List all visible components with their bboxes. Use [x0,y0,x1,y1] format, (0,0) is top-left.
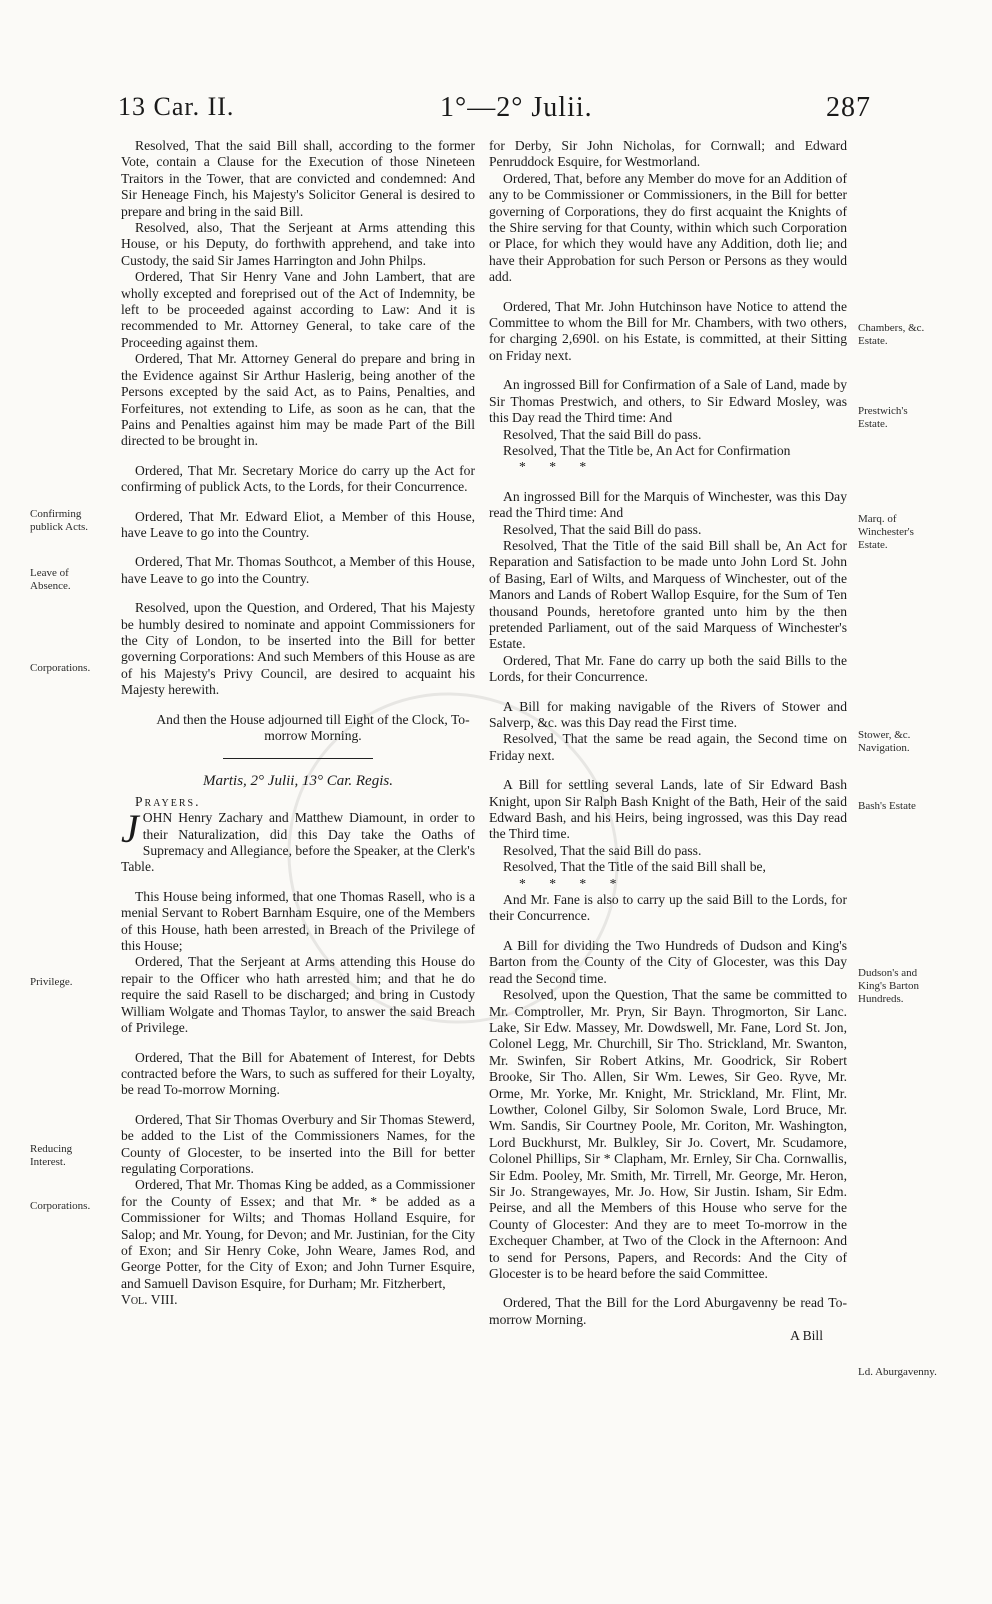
paragraph: This House being informed, that one Thomas Rasell, who is a menial Servant to Robert Barnham Esquire, one of the Members of this House, hath been arrested, in Breach of the Privilege of this House; [121,888,475,954]
margin-note-corporations-2: Corporations. [30,1200,91,1212]
margin-note-dudson: Dudson's and King's Barton Hundreds. [858,967,919,1005]
paragraph: Resolved, That the said Bill do pass. [503,426,702,442]
margin-note-privilege: Privilege. [30,976,73,988]
paragraph: A Bill for dividing the Two Hundreds of Dudson and King's Barton from the County of the City of Glocester, was this Day read the Second time. [489,937,847,986]
paragraph-text: OHN Henry Zachary and Matthew Diamount, in order to their Naturalization, did this Day take the Oaths of Supremacy and Allegiance, before the Speaker, at the Clerk's Table. [121,810,475,875]
paragraph: Resolved, That the said Bill do pass. [503,842,702,858]
paragraph: Resolved, upon the Question, That the same be committed to Mr. Comptroller, Mr. Pryn, Sir Bayn. Throgmorton, Sir Lanc. Lake, Sir Edw. Massey, Mr. Dowdswell, Mr. Fane, Lord St. Jon, Colonel Legg, Mr. Churchill, Sir Tho. Strickland, Mr. Swanton, Mr. Swinfen, Sir Robert Atkins, Mr. Goodrick, Sir Robert Brooke, Sir Tho. Allen, Sir Wm. Lewes, Sir Geo. Ryve, Mr. Orme, Mr. Yorke, Mr. Knight, Mr. Strickland, Mr. Flint, Mr. Lowther, Colonel Gilby, Sir Solomon Swale, Lord Bruce, Mr. Wm. Sandis, Sir Courtney Poole, Mr. Coriton, Mr. Washington, Lord Buckhurst, Mr. Bulkley, Sir Jo. Covert, Mr. Scudamore, Colonel Phillips, Sir * Clapham, Mr. Ernley, Sir Cha. Cornwallis, Sir Edm. Pooley, Mr. Smith, Mr. Tirrell, Mr. George, Mr. Heron, Sir Jo. Strangewayes, Mr. Jo. How, Sir Justin. Isham, Sir Edm. Peirse, and all the Members of this House who serve for the County of Glocester: And they are to meet To-morrow in the Exchequer Chamber, at Two of the Clock in the Afternoon: And to send for Persons, Papers, and Records: And the City of Glocester is to be heard before the said Committee. [489,987,847,1281]
paragraph: Ordered, That the Serjeant at Arms attending this House do repair to the Officer who hath arrested him; and that he do require the said Rasell to be discharged; and bring in Custody William Wolgate and Thomas Taylor, to answer the said Breach of Privilege. [121,954,475,1036]
catchword: A Bill [790,1328,823,1344]
paragraph: Ordered, That Mr. Fane do carry up both the said Bills to the Lords, for their Concurrence. [489,652,847,685]
margin-note-bash: Bash's Estate [858,800,916,812]
right-column [489,138,847,1345]
dateline: Martis, 2° Julii, 13° Car. Regis. [203,773,393,790]
margin-note-aburgavenny: Ld. Aburgavenny. [858,1366,937,1378]
paragraph: for Derby, Sir John Nicholas, for Cornwall; and Edward Penruddock Esquire, for Westmorland. [489,138,847,170]
paragraph: Resolved, also, That the Serjeant at Arms attending this House, or his Deputy, do forthwith apprehend, and take into Custody, the said Sir James Harrington and John Philps. [121,220,475,268]
paragraph: Resolved, That the same be read again, the Second time on Friday next. [489,731,847,763]
paragraph: Ordered, That Sir Henry Vane and John Lambert, that are wholly excepted and foreprised out of the Act of Indemnity, be left to be proceeded against according to Law: And it is recommended to Mr. Attorney General, to take care of the Proceeding against them. [121,269,475,350]
margin-note-prestwich: Prestwich's Estate. [858,405,908,430]
paragraph: An ingrossed Bill for the Marquis of Winchester, was this Day read the Third time: And [489,488,847,521]
margin-note-confirming: Confirming publick Acts. [30,508,89,533]
margin-note-chambers: Chambers, &c. Estate. [858,322,925,347]
paragraph: Ordered, That Mr. Thomas Southcot, a Member of this House, have Leave to go into the Country. [121,554,475,586]
volume-signature: Vol. VIII. [121,1292,178,1308]
margin-note-leave: Leave of Absence. [30,567,71,592]
adjournment-note: And then the House adjourned till Eight of the Clock, To-morrow Morning. [156,711,470,743]
margin-note-stower: Stower, &c. Navigation. [858,729,911,754]
drop-cap: J [121,806,139,852]
paragraph: Ordered, That Mr. Edward Eliot, a Member of this House, have Leave to go into the Country. [121,508,475,540]
paragraph: Ordered, That the Bill for Abatement of Interest, for Debts contracted before the Wars, to such as suffered for their Loyalty, be read To-morrow Morning. [121,1049,475,1098]
paragraph: Ordered, That, before any Member do move for an Addition of any to be Commissioner or Commissioners, in the Bill for better governing of Corporations, they do first acquaint the Knights of the Shire serving for that County, within which such Corporation or Place, for which they would have any Addition, doth lie; and have their Approbation for such Person or Persons as they would add. [489,170,847,285]
section-divider [223,758,373,759]
paragraph: Ordered, That the Bill for the Lord Aburgavenny be read To-morrow Morning. [489,1295,847,1327]
paragraph: A Bill for settling several Lands, late of Sir Edward Bash Knight, upon Sir Ralph Bash Knight of the Bath, Heir of the said Edward Bash, and his Heirs, being ingrossed, was this Day read the Third time. [489,777,847,842]
paragraph: Resolved, That the said Bill shall, according to the former Vote, contain a Clause for the Execution of those Nineteen Traitors in the Tower, that are convicted and condemned: And Sir Heneage Finch, his Majesty's Solicitor General is desired to prepare and bring in the said Bill. [121,138,475,219]
paragraph: A Bill for making navigable of the Rivers of Stower and Salverp, &c. was this Day read the First time. [489,698,847,730]
prayers-heading: Prayers. [135,793,201,809]
paragraph: An ingrossed Bill for Confirmation of a Sale of Land, made by Sir Thomas Prestwich, and others, to Sir Edward Mosley, was this Day read the Third time: And [489,377,847,426]
naturalization-paragraph [121,806,475,876]
margin-note-reducing-interest: Reducing Interest. [30,1143,73,1168]
paragraph: Resolved, That the Title of the said Bill shall be, [503,859,766,875]
margin-note-winchester: Marq. of Winchester's Estate. [858,513,914,551]
paragraph: Resolved, That the Title of the said Bill shall be, An Act for Reparation and Satisfaction to be made unto John Lord St. John of Basing, Earl of Wilts, and Marquess of Winchester, out of the Manors and Lands of Robert Wallop Esquire, for the Sum of Ten thousand Pounds, heretofore granted unto him by the then pretended Parliament, out of the said Marquess of Winchester's Estate. [489,537,847,652]
paragraph: Resolved, That the said Bill do pass. [503,521,702,537]
margin-note-corporations: Corporations. [30,662,91,674]
left-column [121,138,475,1309]
page-number: 287 [826,92,871,123]
paragraph: Ordered, That Mr. John Hutchinson have Notice to attend the Committee to whom the Bill for Mr. Chambers, with two others, for charging 2,690l. on his Estate, is committed, at their Sitting on Friday next. [489,298,847,363]
header-regnal-year: 13 Car. II. [118,92,235,121]
omission-stars: * * * [519,459,597,475]
paragraph: Resolved, That the Title be, An Act for Confirmation [503,442,791,458]
paragraph: Ordered, That Mr. Attorney General do prepare and bring in the Evidence against Sir Arthur Haslerig, being another of the Persons excepted by the said Act, as to Pains, Penalties, and Forfeitures, not extending to Life, as soon as he can, that the Pains and Penalties against him may be made Part of the Bill directed to be brought in. [121,351,475,449]
paragraph: Ordered, That Sir Thomas Overbury and Sir Thomas Stewerd, be added to the List of the Commissioners Names, for the County of Glocester, to be inserted into the Bill for better regulating Corporations. [121,1111,475,1176]
paragraph: Ordered, That Mr. Thomas King be added, as a Commissioner for the County of Essex; and that Mr. * be added as a Commissioner for Wilts; and Thomas Holland Esquire, for Salop; and Mr. Young, for Devon; and Mr. Justinian, for the City of Exon; and Sir Henry Coke, John Weare, James Rod, and George Potter, for the City of Exon; and John Turner Esquire, and Samuell Davison Esquire, for Durham; Mr. Fitzherbert, [121,1177,475,1291]
omission-stars: * * * * [519,875,627,891]
paragraph: And Mr. Fane is also to carry up the said Bill to the Lords, for their Concurrence. [489,892,847,924]
paragraph: Resolved, upon the Question, and Ordered, That his Majesty be humbly desired to nominate and appoint Commissioners for the City of London, to be inserted into the Bill for better governing Corporations: And such Members of this House as are of his Majesty's Privy Council, are desired to acquaint his Majesty herewith. [121,600,475,698]
header-date: 1°—2° Julii. [440,92,593,123]
paragraph: Ordered, That Mr. Secretary Morice do carry up the Act for confirming of publick Acts, to the Lords, for their Concurrence. [121,462,475,495]
